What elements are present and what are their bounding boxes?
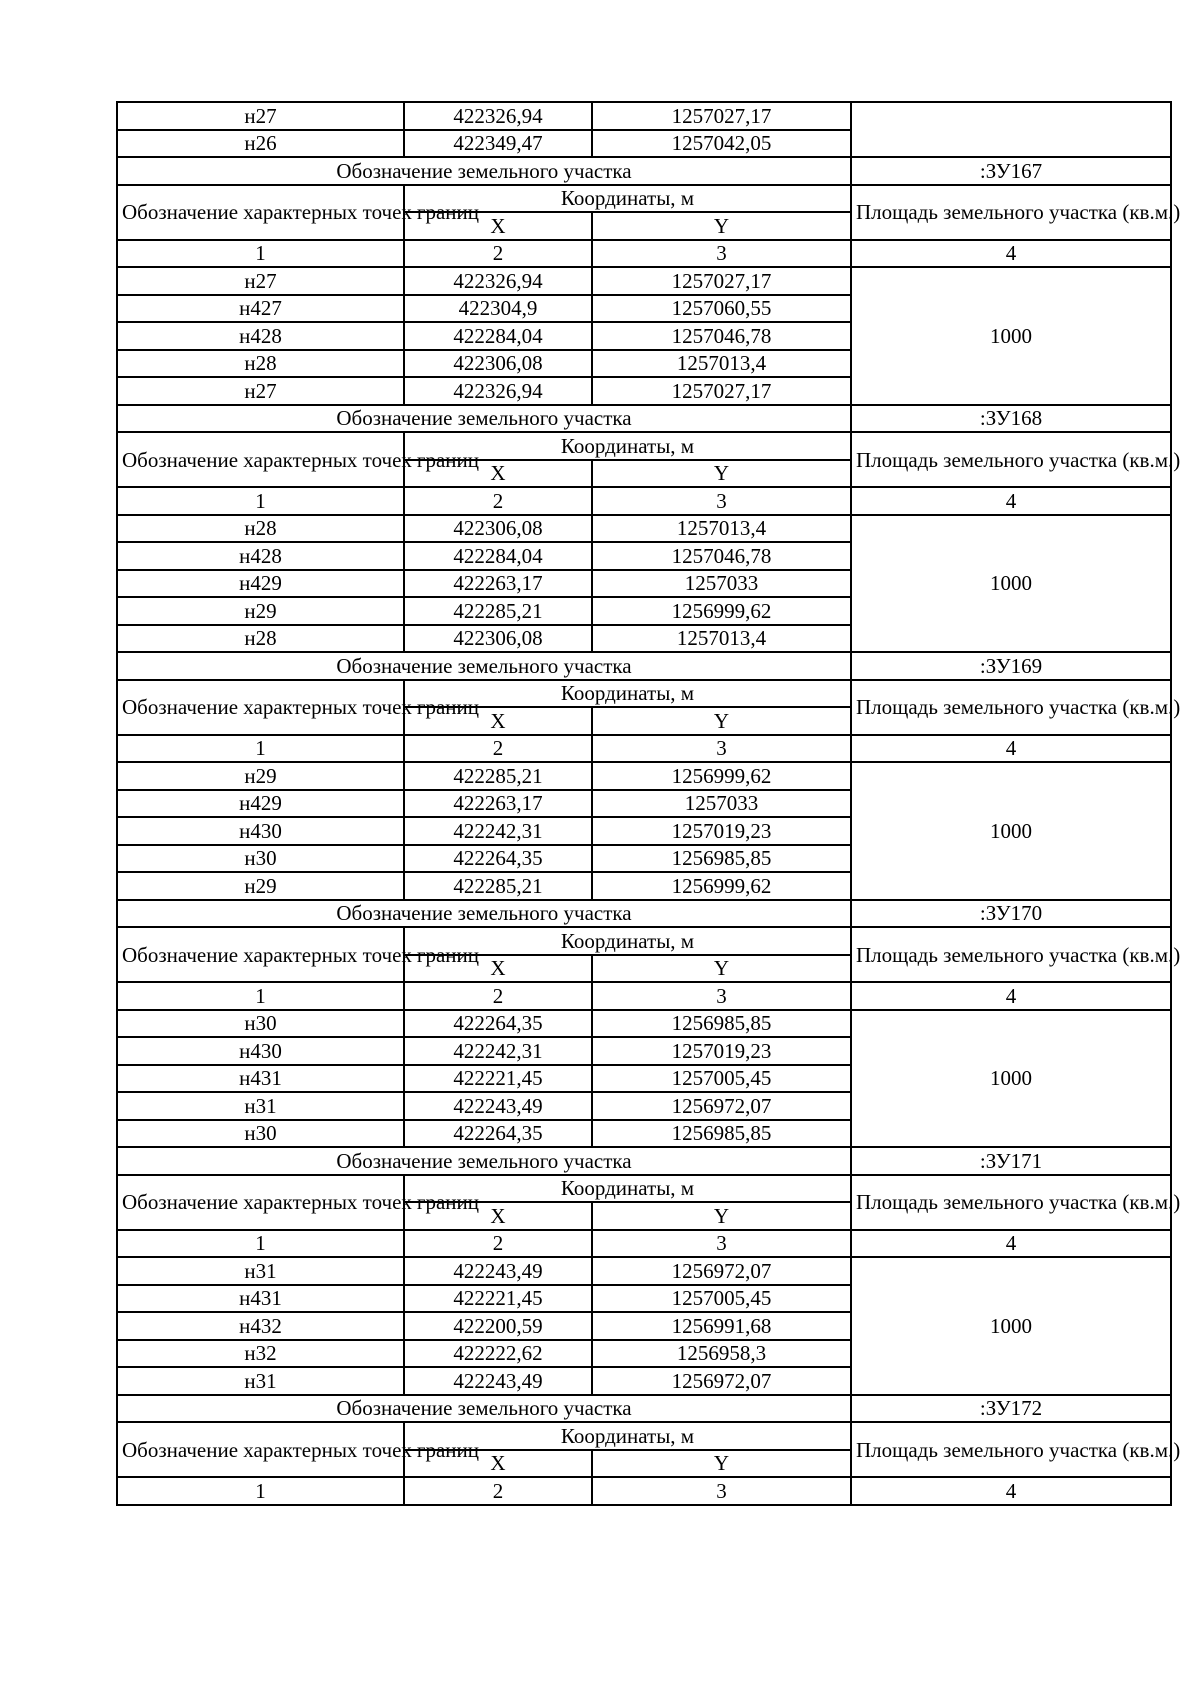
- table-row: [117, 1257, 1171, 1285]
- y-header: Y: [592, 212, 851, 240]
- y-header: Y: [592, 460, 851, 488]
- parcel-label: Обозначение земельного участка: [117, 900, 851, 928]
- parcel-label: Обозначение земельного участка: [117, 405, 851, 433]
- point-id-cell: н429: [117, 570, 404, 598]
- parcel-designation-row: [117, 405, 1171, 433]
- column-number: 2: [404, 982, 592, 1010]
- points-header: Обозначение характерных точек границ: [117, 432, 404, 487]
- y-coordinate-cell: 1257013,4: [592, 350, 851, 378]
- x-header: X: [404, 460, 592, 488]
- x-header: X: [404, 1202, 592, 1230]
- x-coordinate-cell: 422306,08: [404, 515, 592, 543]
- point-id-cell: н428: [117, 322, 404, 350]
- x-coordinate-cell: 422326,94: [404, 267, 592, 295]
- x-header: X: [404, 212, 592, 240]
- area-header: Площадь земельного участка (кв.м.): [851, 1175, 1171, 1230]
- point-id-cell: н31: [117, 1092, 404, 1120]
- y-header: Y: [592, 1202, 851, 1230]
- table-row: [117, 267, 1171, 295]
- column-number: 2: [404, 735, 592, 763]
- column-number: 1: [117, 240, 404, 268]
- parcel-code: :ЗУ170: [851, 900, 1171, 928]
- x-coordinate-cell: 422306,08: [404, 350, 592, 378]
- parcel-designation-row: [117, 1147, 1171, 1175]
- column-number: 4: [851, 1230, 1171, 1258]
- coordinates-table-body: [117, 102, 1181, 1505]
- y-coordinate-cell: 1256985,85: [592, 1120, 851, 1148]
- column-number-row: [117, 240, 1171, 268]
- point-id-cell: н27: [117, 102, 404, 130]
- area-value: 1000: [851, 1010, 1171, 1148]
- point-id-cell: н30: [117, 845, 404, 873]
- point-id-cell: н27: [117, 267, 404, 295]
- table-row: [117, 515, 1171, 543]
- x-coordinate-cell: 422304,9: [404, 295, 592, 323]
- y-coordinate-cell: 1256999,62: [592, 597, 851, 625]
- point-id-cell: н26: [117, 130, 404, 158]
- parcel-label: Обозначение земельного участка: [117, 1147, 851, 1175]
- coordinates-header: Координаты, м: [404, 680, 851, 708]
- x-coordinate-cell: 422284,04: [404, 542, 592, 570]
- coordinates-header: Координаты, м: [404, 1175, 851, 1203]
- y-header: Y: [592, 1450, 851, 1478]
- x-coordinate-cell: 422221,45: [404, 1285, 592, 1313]
- column-number: 2: [404, 1230, 592, 1258]
- coordinates-header: Координаты, м: [404, 927, 851, 955]
- column-number: 1: [117, 982, 404, 1010]
- y-coordinate-cell: 1257027,17: [592, 377, 851, 405]
- point-id-cell: н31: [117, 1257, 404, 1285]
- parcel-label: Обозначение земельного участка: [117, 157, 851, 185]
- x-header: X: [404, 955, 592, 983]
- y-coordinate-cell: 1256999,62: [592, 872, 851, 900]
- document-page: [116, 101, 1181, 1506]
- x-coordinate-cell: 422242,31: [404, 1037, 592, 1065]
- column-number: 3: [592, 735, 851, 763]
- x-coordinate-cell: 422264,35: [404, 845, 592, 873]
- column-number-row: [117, 1477, 1171, 1505]
- x-coordinate-cell: 422200,59: [404, 1312, 592, 1340]
- x-coordinate-cell: 422326,94: [404, 377, 592, 405]
- point-id-cell: н28: [117, 350, 404, 378]
- area-value: 1000: [851, 267, 1171, 405]
- column-number: 3: [592, 240, 851, 268]
- points-header: Обозначение характерных точек границ: [117, 1422, 404, 1477]
- x-coordinate-cell: 422285,21: [404, 872, 592, 900]
- y-coordinate-cell: 1257033: [592, 790, 851, 818]
- points-header: Обозначение характерных точек границ: [117, 185, 404, 240]
- y-coordinate-cell: 1257005,45: [592, 1065, 851, 1093]
- x-coordinate-cell: 422242,31: [404, 817, 592, 845]
- point-id-cell: н31: [117, 1367, 404, 1395]
- parcel-designation-row: [117, 652, 1171, 680]
- parcel-label: Обозначение земельного участка: [117, 652, 851, 680]
- point-id-cell: н431: [117, 1065, 404, 1093]
- point-id-cell: н431: [117, 1285, 404, 1313]
- column-number-row: [117, 982, 1171, 1010]
- parcel-designation-row: [117, 900, 1171, 928]
- column-number: 4: [851, 982, 1171, 1010]
- points-header: Обозначение характерных точек границ: [117, 680, 404, 735]
- y-coordinate-cell: 1257013,4: [592, 625, 851, 653]
- coordinates-header: Координаты, м: [404, 432, 851, 460]
- y-coordinate-cell: 1256958,3: [592, 1340, 851, 1368]
- y-header: Y: [592, 955, 851, 983]
- y-coordinate-cell: 1256972,07: [592, 1257, 851, 1285]
- y-coordinate-cell: 1257046,78: [592, 322, 851, 350]
- y-coordinate-cell: 1256972,07: [592, 1367, 851, 1395]
- column-number: 2: [404, 1477, 592, 1505]
- column-number: 4: [851, 240, 1171, 268]
- x-coordinate-cell: 422243,49: [404, 1092, 592, 1120]
- column-number: 4: [851, 735, 1171, 763]
- column-number: 2: [404, 487, 592, 515]
- coordinates-header: Координаты, м: [404, 1422, 851, 1450]
- column-number: 3: [592, 1230, 851, 1258]
- area-header: Площадь земельного участка (кв.м.): [851, 680, 1171, 735]
- table-row: [117, 762, 1171, 790]
- area-cell: [851, 102, 1171, 157]
- column-number-row: [117, 487, 1171, 515]
- table-row: [117, 1010, 1171, 1038]
- x-coordinate-cell: 422222,62: [404, 1340, 592, 1368]
- y-coordinate-cell: 1257019,23: [592, 1037, 851, 1065]
- x-coordinate-cell: 422264,35: [404, 1010, 592, 1038]
- point-id-cell: н29: [117, 597, 404, 625]
- x-coordinate-cell: 422326,94: [404, 102, 592, 130]
- table-header-row: [117, 1175, 1171, 1203]
- table-header-row: [117, 1422, 1171, 1450]
- parcel-label: Обозначение земельного участка: [117, 1395, 851, 1423]
- table-header-row: [117, 927, 1171, 955]
- column-number: 3: [592, 982, 851, 1010]
- y-coordinate-cell: 1256985,85: [592, 845, 851, 873]
- x-coordinate-cell: 422285,21: [404, 762, 592, 790]
- column-number-row: [117, 1230, 1171, 1258]
- area-header: Площадь земельного участка (кв.м.): [851, 432, 1171, 487]
- table-header-row: [117, 185, 1171, 213]
- y-coordinate-cell: 1257027,17: [592, 102, 851, 130]
- x-coordinate-cell: 422264,35: [404, 1120, 592, 1148]
- x-coordinate-cell: 422263,17: [404, 790, 592, 818]
- point-id-cell: н29: [117, 762, 404, 790]
- column-number: 1: [117, 1230, 404, 1258]
- parcel-designation-row: [117, 157, 1171, 185]
- area-header: Площадь земельного участка (кв.м.): [851, 185, 1171, 240]
- x-coordinate-cell: 422243,49: [404, 1257, 592, 1285]
- parcel-code: :ЗУ171: [851, 1147, 1171, 1175]
- points-header: Обозначение характерных точек границ: [117, 1175, 404, 1230]
- point-id-cell: н29: [117, 872, 404, 900]
- y-coordinate-cell: 1257046,78: [592, 542, 851, 570]
- column-number: 1: [117, 1477, 404, 1505]
- x-header: X: [404, 1450, 592, 1478]
- y-coordinate-cell: 1256972,07: [592, 1092, 851, 1120]
- area-header: Площадь земельного участка (кв.м.): [851, 927, 1171, 982]
- y-coordinate-cell: 1257042,05: [592, 130, 851, 158]
- x-coordinate-cell: 422221,45: [404, 1065, 592, 1093]
- x-coordinate-cell: 422349,47: [404, 130, 592, 158]
- y-coordinate-cell: 1256999,62: [592, 762, 851, 790]
- coordinates-table: [116, 101, 1181, 1506]
- point-id-cell: н32: [117, 1340, 404, 1368]
- point-id-cell: н30: [117, 1120, 404, 1148]
- x-coordinate-cell: 422284,04: [404, 322, 592, 350]
- parcel-code: :ЗУ167: [851, 157, 1171, 185]
- point-id-cell: н432: [117, 1312, 404, 1340]
- column-number: 4: [851, 1477, 1171, 1505]
- x-header: X: [404, 707, 592, 735]
- x-coordinate-cell: 422263,17: [404, 570, 592, 598]
- point-id-cell: н429: [117, 790, 404, 818]
- column-number-row: [117, 735, 1171, 763]
- x-coordinate-cell: 422306,08: [404, 625, 592, 653]
- y-coordinate-cell: 1257019,23: [592, 817, 851, 845]
- column-number: 1: [117, 735, 404, 763]
- point-id-cell: н428: [117, 542, 404, 570]
- y-coordinate-cell: 1257013,4: [592, 515, 851, 543]
- parcel-code: :ЗУ169: [851, 652, 1171, 680]
- table-header-row: [117, 680, 1171, 708]
- table-row: [117, 102, 1171, 130]
- point-id-cell: н28: [117, 625, 404, 653]
- area-value: 1000: [851, 762, 1171, 900]
- area-value: 1000: [851, 515, 1171, 653]
- point-id-cell: н30: [117, 1010, 404, 1038]
- points-header: Обозначение характерных точек границ: [117, 927, 404, 982]
- point-id-cell: н28: [117, 515, 404, 543]
- y-coordinate-cell: 1257027,17: [592, 267, 851, 295]
- y-coordinate-cell: 1256985,85: [592, 1010, 851, 1038]
- point-id-cell: н430: [117, 817, 404, 845]
- point-id-cell: н27: [117, 377, 404, 405]
- coordinates-header: Координаты, м: [404, 185, 851, 213]
- x-coordinate-cell: 422285,21: [404, 597, 592, 625]
- area-header: Площадь земельного участка (кв.м.): [851, 1422, 1171, 1477]
- area-value: 1000: [851, 1257, 1171, 1395]
- column-number: 3: [592, 1477, 851, 1505]
- y-coordinate-cell: 1256991,68: [592, 1312, 851, 1340]
- column-number: 1: [117, 487, 404, 515]
- column-number: 4: [851, 487, 1171, 515]
- table-header-row: [117, 432, 1171, 460]
- y-header: Y: [592, 707, 851, 735]
- point-id-cell: н427: [117, 295, 404, 323]
- column-number: 2: [404, 240, 592, 268]
- column-number: 3: [592, 487, 851, 515]
- y-coordinate-cell: 1257033: [592, 570, 851, 598]
- point-id-cell: н430: [117, 1037, 404, 1065]
- parcel-designation-row: [117, 1395, 1171, 1423]
- y-coordinate-cell: 1257060,55: [592, 295, 851, 323]
- y-coordinate-cell: 1257005,45: [592, 1285, 851, 1313]
- parcel-code: :ЗУ168: [851, 405, 1171, 433]
- parcel-code: :ЗУ172: [851, 1395, 1171, 1423]
- x-coordinate-cell: 422243,49: [404, 1367, 592, 1395]
